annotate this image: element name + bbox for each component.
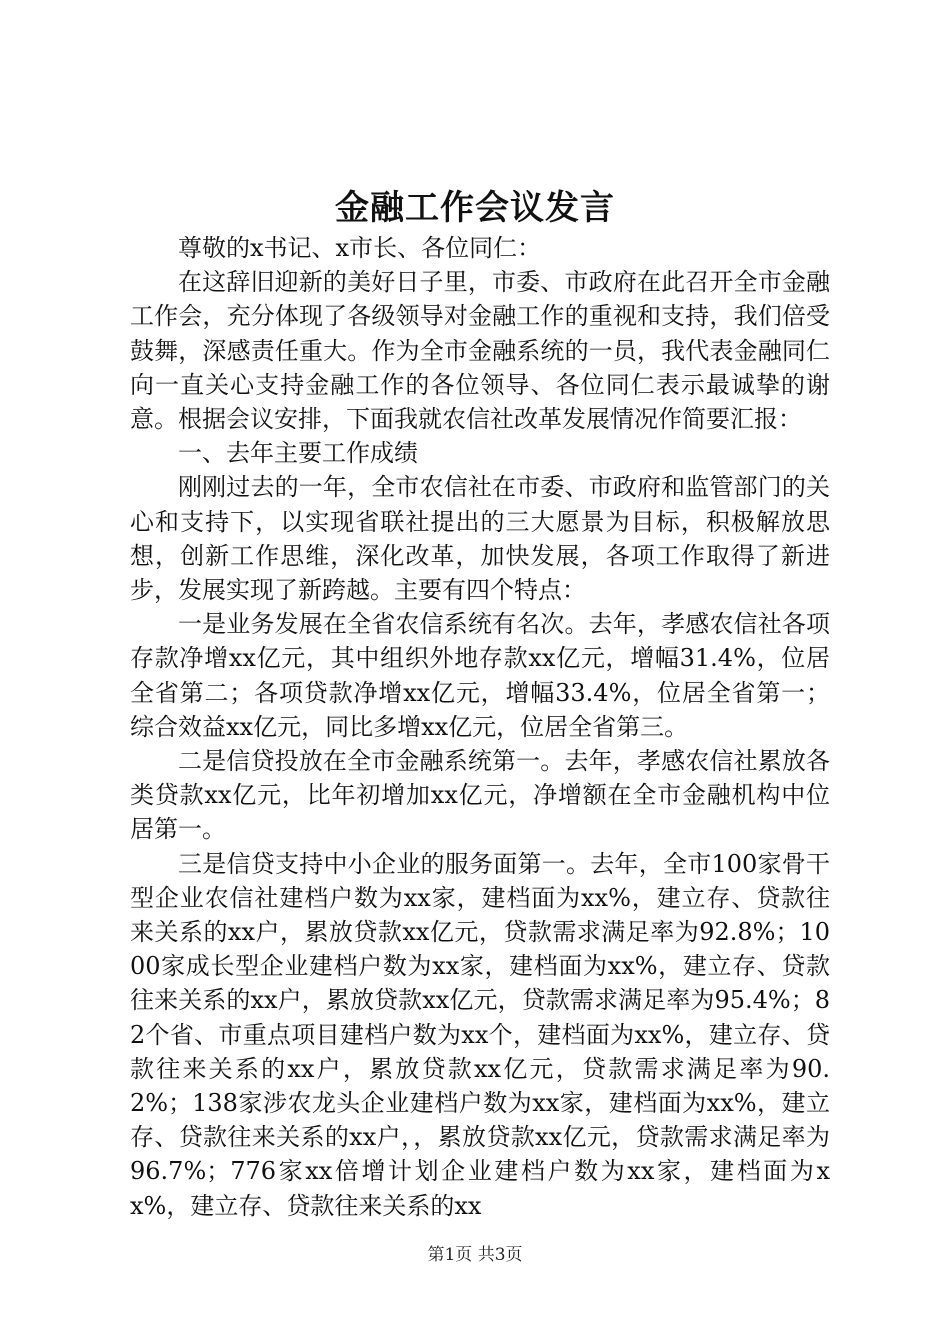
paragraph-salutation: 尊敬的x书记、x市长、各位同仁： [178, 234, 542, 262]
paragraph-intro: 在这辞旧迎新的美好日子里，市委、市政府在此召开全市金融工作会，充分体现了各级领导对金融工作的重视和支持，我们倍受鼓舞，深感责任重大。作为全市金融系统的一员，我代表金融同仁向一直关心支持金融工作的各位领导、各位同仁表示最诚挚的谢意。根据会议安排，下面我就农信社改革发展情况作简要汇报： [130, 268, 830, 434]
paragraph-point-two: 二是信贷投放在全市金融系统第一。去年，孝感农信社累放各类贷款xx亿元，比年初增加xx亿元，净增额在全市金融机构中位居第一。 [130, 747, 830, 844]
section-heading: 一、去年主要工作成绩 [178, 439, 418, 468]
paragraph-point-three: 三是信贷支持中小企业的服务面第一。去年，全市100家骨干型企业农信社建档户数为xx家，建档面为xx%，建立存、贷款往来关系的xx户，累放贷款xx亿元，贷款需求满足率为92.8%；1000家成长型企业建档户数为xx家，建档面为xx%，建立存、贷款往来关系的xx户，累放贷款xx亿元，贷款需求满足率为95.4%；82个省、市重点项目建档户数为xx个，建档面为xx%，建立存、贷款往来关系的xx户，累放贷款xx亿元，贷款需求满足率为90.2%；138家涉农龙头企业建档户数为xx家，建档面为xx%，建立存、贷款往来关系的xx户，，累放贷款xx亿元，贷款需求满足率为96.7%；776家xx倍增计划企业建档户数为xx家，建档面为xx%，建立存、贷款往来关系的xx [130, 849, 830, 1220]
paragraph-overview: 刚刚过去的一年，全市农信社在市委、市政府和监管部门的关心和支持下，以实现省联社提出的三大愿景为目标，积极解放思想，创新工作思维，深化改革，加快发展，各项工作取得了新进步，发展实现了新跨越。主要有四个特点： [130, 473, 830, 605]
document-title: 金融工作会议发言 [335, 188, 615, 228]
paragraph-point-one: 一是业务发展在全省农信系统有名次。去年，孝感农信社各项存款净增xx亿元，其中组织外地存款xx亿元，增幅31.4%，位居全省第二；各项贷款净增xx亿元，增幅33.4%，位居全省第一；综合效益xx亿元，同比多增xx亿元，位居全省第三。 [130, 610, 830, 741]
page-footer: 第1页 共3页 [427, 1245, 523, 1265]
document-body [130, 231, 830, 1223]
